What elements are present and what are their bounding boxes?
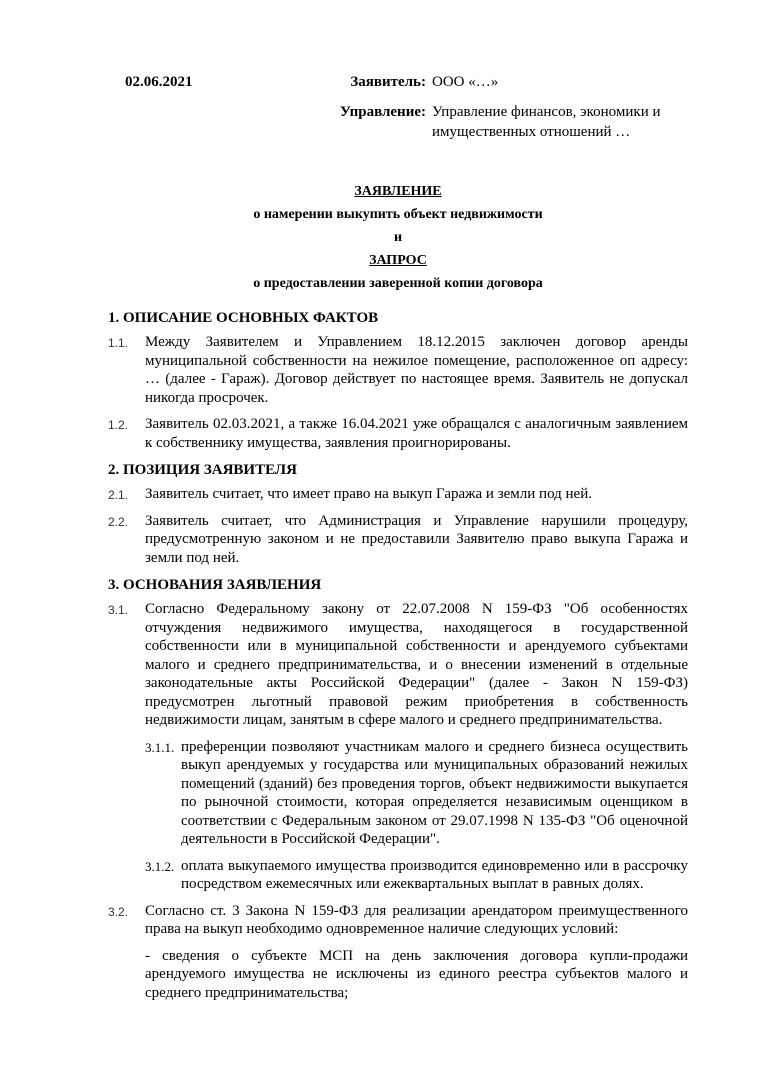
- title-statement: ЗАЯВЛЕНИЕ: [354, 184, 442, 199]
- clause-text: Заявитель считает, что имеет право на выкуп Гаража и земли под ней.: [145, 486, 592, 502]
- department-value: Управление финансов, экономики и имущественных отношений …: [432, 104, 661, 140]
- clause: [108, 485, 688, 504]
- clause-continuation: - сведения о субъекте МСП на день заключения договора купли-продажи арендуемого имущества не исключены из единого реестра субъектов малого и среднего предпринимательства;: [145, 947, 688, 1001]
- title-request-subject: о предоставлении заверенной копии договора: [253, 276, 543, 291]
- clause-number: 1.2.: [108, 418, 129, 432]
- subclause: [108, 738, 688, 849]
- title-statement-subject: о намерении выкупить объект недвижимости: [253, 207, 543, 222]
- clause-text: Заявитель считает, что Администрация и Управление нарушили процедуру, предусмотренную законом и не предоставили Заявителю право выкупа Гаража и земли под ней.: [145, 512, 688, 566]
- clause-number: 2.2.: [108, 514, 129, 529]
- clause-text: Согласно Федеральному закону от 22.07.2008 N 159-ФЗ "Об особенностях отчуждения недвижимого имущества, находящегося в государственной собственности или в муниципальной собственности и арендуемого субъектами малого и среднего предпринимательства, и о внесении изменений в отдельные законодательные акты Российской Федерации" (далее - Закон N 159-ФЗ) предусмотрен льготный правовой режим приобретения в собственность недвижимости лицам, занятым в сфере малого и среднего предпринимательства.: [145, 601, 688, 728]
- subclause-number: 3.1.2.: [145, 858, 175, 874]
- clause-number: 2.1.: [108, 488, 129, 502]
- section-heading: 1. ОПИСАНИЕ ОСНОВНЫХ ФАКТОВ: [108, 310, 379, 326]
- applicant-value: ООО «…»: [432, 74, 499, 90]
- clause-text: Согласно ст. 3 Закона N 159-ФЗ для реализации арендатором преимущественного права на выкуп необходимо одновременное наличие следующих условий:: [145, 902, 688, 937]
- document-title: [108, 180, 688, 295]
- section-heading: 2. ПОЗИЦИЯ ЗАЯВИТЕЛЯ: [108, 462, 297, 478]
- clause: [108, 512, 688, 568]
- clause-text: Между Заявителем и Управлением 18.12.2015 заключен договор аренды муниципальной собственности на нежилое помещение, расположенное оп адресу: … (далее - Гараж). Договор действует по настоящее время. Заявитель не допускал никогда просрочек.: [145, 334, 688, 406]
- clause: [108, 415, 688, 452]
- clause: [108, 333, 688, 407]
- clause-number: 3.1.: [108, 603, 129, 617]
- subclause-number: 3.1.1.: [145, 739, 175, 755]
- applicant-label: Заявитель:: [350, 74, 426, 90]
- subclause: [108, 857, 688, 894]
- document-date: 02.06.2021: [125, 74, 193, 90]
- clause: [108, 600, 688, 730]
- clause-number: 3.2.: [108, 904, 129, 919]
- document-body: [108, 308, 688, 1010]
- subclause-text: оплата выкупаемого имущества производится единовременно или в рассрочку посредством ежемесячных или ежеквартальных выплат в равных долях.: [181, 857, 688, 892]
- title-conjunction: и: [393, 230, 403, 245]
- subclause-text: преференции позволяют участникам малого и среднего бизнеса осуществить выкуп арендуемых у государства или муниципальных образований нежилых помещений (зданий) без проведения торгов, объект недвижимости выкупается по рыночной стоимости, которая определяется независимым оценщиком в соответствии с Федеральным законом от 29.07.1998 N 135-ФЗ "Об оценочной деятельности в Российской Федерации".: [181, 738, 688, 847]
- clause: [108, 902, 688, 939]
- section-heading: 3. ОСНОВАНИЯ ЗАЯВЛЕНИЯ: [108, 577, 322, 593]
- title-request: ЗАПРОС: [369, 253, 427, 268]
- department-label: Управление:: [339, 104, 426, 120]
- clause-text: Заявитель 02.03.2021, а также 16.04.2021 уже обращался с аналогичным заявлением к собственнику имущества, заявления проигнорированы.: [145, 416, 688, 451]
- clause-number: 1.1.: [108, 336, 129, 350]
